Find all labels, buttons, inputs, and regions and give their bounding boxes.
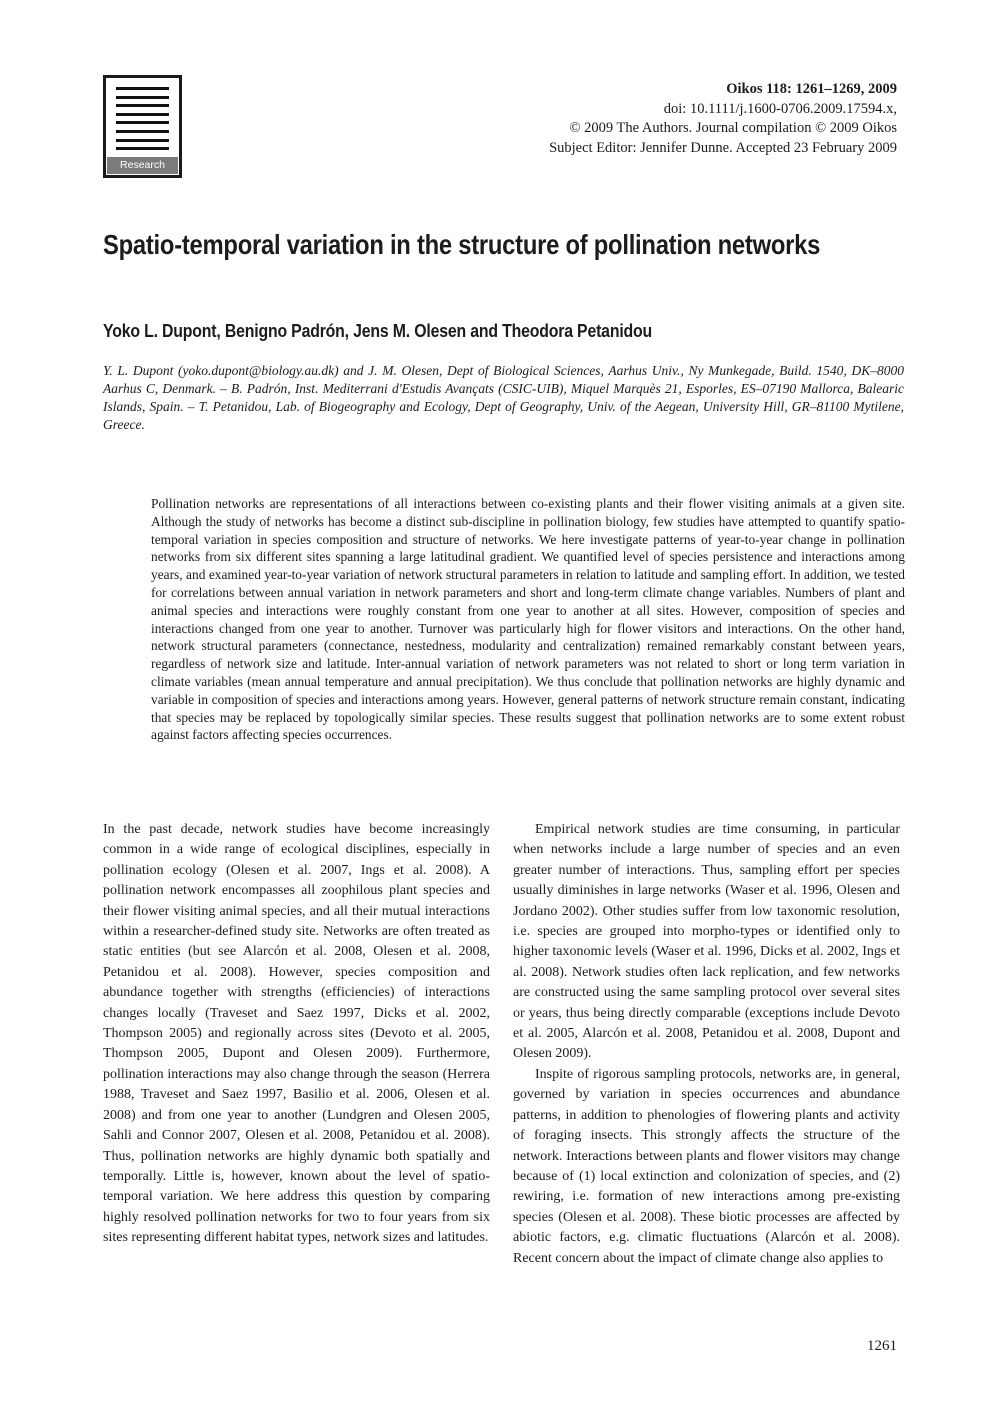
affiliations: Y. L. Dupont (yoko.dupont@biology.au.dk) and J. M. Olesen, Dept of Biological Sciences, Aarhus Univ., Ny Munkegade, Build. 1540, DK–8000 Aarhus C, Denmark. – B. Padrón, Inst. Mediterrani d'Estudis Avançats (CSIC-UIB), Miquel Marquès 21, Esporles, ES–07190 Mallorca, Balearic Islands, Spain. – T. Petanidou, Lab. of Biogeography and Ecology, Dept of Geography, Univ. of the Aegean, University Hill, GR–81100 Mytilene, Greece. — [103, 363, 904, 432]
journal-header — [549, 80, 897, 158]
author-names: Yoko L. Dupont, Benigno Padrón, Jens M. Olesen and Theodora Petanidou — [103, 321, 653, 341]
copyright-line: © 2009 The Authors. Journal compilation © 2009 Oikos — [569, 120, 897, 136]
paragraph: In the past decade, network studies have become increasingly common in a wide range of ecological disciplines, especially in pollination ecology (Olesen et al. 2007, Ings et al. 2008). A pollination network encompasses all zoophilous plant species and their flower visiting animal species, and all their mutual interactions within a researcher-defined study site. Networks are often treated as static entities (but see Alarcón et al. 2008, Olesen et al. 2008, Petanidou et al. 2008). However, species composition and abundance together with strengths (efficiencies) of interactions changes locally (Traveset and Saez 1997, Dicks et al. 2002, Thompson 2005) and regionally across sites (Devoto et al. 2005, Thompson 2005, Dupont and Olesen 2009). Furthermore, pollination interactions may also change through the season (Herrera 1988, Traveset and Saez 1997, Basilio et al. 2006, Olesen et al. 2008) and from one year to another (Lundgren and Olesen 2005, Sahli and Connor 2007, Olesen et al. 2008, Petanidou et al. 2008). Thus, pollination networks are highly dynamic both spatially and temporally. Little is, however, known about the level of spatio-temporal variation. We here address this question by comparing highly resolved pollination networks for two to four years from six sites representing different habitat types, network sizes and latitudes. — [103, 822, 490, 1246]
article-title: Spatio-temporal variation in the structure of pollination networks — [103, 229, 821, 260]
abstract: Pollination networks are representations of all interactions between co-existing plants and their flower visiting animals at a given site. Although the study of networks has become a distinct sub-discipline in pollination biology, few studies have attempted to quantify spatio-temporal variation in species composition and structure of networks. We here investigate patterns of year-to-year change in pollination networks from six different sites spanning a large latitudinal gradient. We quantified level of species persistence and interactions among years, and examined year-to-year variation of network structural parameters in relation to latitude and sampling effort. In addition, we tested for correlations between annual variation in network parameters and short and long-term climate change variables. Numbers of plant and animal species and interactions were roughly constant from one year to another at all sites. However, composition of species and interactions changed from one year to another. Turnover was particularly high for flower visitors and interactions. On the other hand, network structural parameters (connectance, nestedness, modularity and centralization) remained remarkably constant between years, regardless of network size and latitude. Inter-annual variation of network parameters was not related to short or long term variation in climate variables (mean annual temperature and annual precipitation). We thus conclude that pollination networks are highly dynamic and variable in composition of species and interactions among years. However, general patterns of network structure remain constant, indicating that species may be replaced by topologically similar species. These results suggest that pollination networks are to some extent robust against factors affecting species occurrences. — [151, 496, 905, 743]
research-label: Research — [107, 157, 178, 174]
document-lines-icon — [116, 87, 169, 156]
research-document-icon — [103, 75, 182, 178]
page-number: 1261 — [867, 1338, 897, 1354]
doi-line: doi: 10.1111/j.1600-0706.2009.17594.x, — [663, 100, 897, 117]
paragraph: Empirical network studies are time consuming, in particular when networks include a large number of species and an even greater number of interactions. Thus, sampling effort per species usually diminishes in large networks (Waser et al. 1996, Olesen and Jordano 2002). Other studies suffer from low taxonomic resolution, i.e. species are grouped into morpho-types or identified only to higher taxonomic levels (Waser et al. 1996, Dicks et al. 2002, Ings et al. 2008). Network studies often lack replication, and few networks are constructed using the same sampling protocol over several sites or years, thus being directly comparable (exceptions include Devoto et al. 2005, Alarcón et al. 2008, Petanidou et al. 2008, Dupont and Olesen 2009). — [513, 822, 900, 1062]
body-right-column — [513, 820, 900, 1269]
paragraph: Inspite of rigorous sampling protocols, networks are, in general, governed by variation in species occurrences and abundance patterns, in addition to phenologies of flowering plants and activity of foraging insects. This strongly affects the structure of the network. Interactions between plants and flower visitors may change because of (1) local extinction and colonization of species, and (2) rewiring, i.e. formation of new interactions among pre-existing species (Olesen et al. 2008). These biotic processes are affected by abiotic factors, e.g. climatic fluctuations (Alarcón et al. 2008). Recent concern about the impact of climate change also applies to — [513, 1066, 900, 1266]
subject-editor-line: Subject Editor: Jennifer Dunne. Accepted 23 February 2009 — [549, 139, 897, 156]
body-left-column — [103, 820, 490, 1249]
citation-line: Oikos 118: 1261–1269, 2009 — [726, 81, 897, 97]
